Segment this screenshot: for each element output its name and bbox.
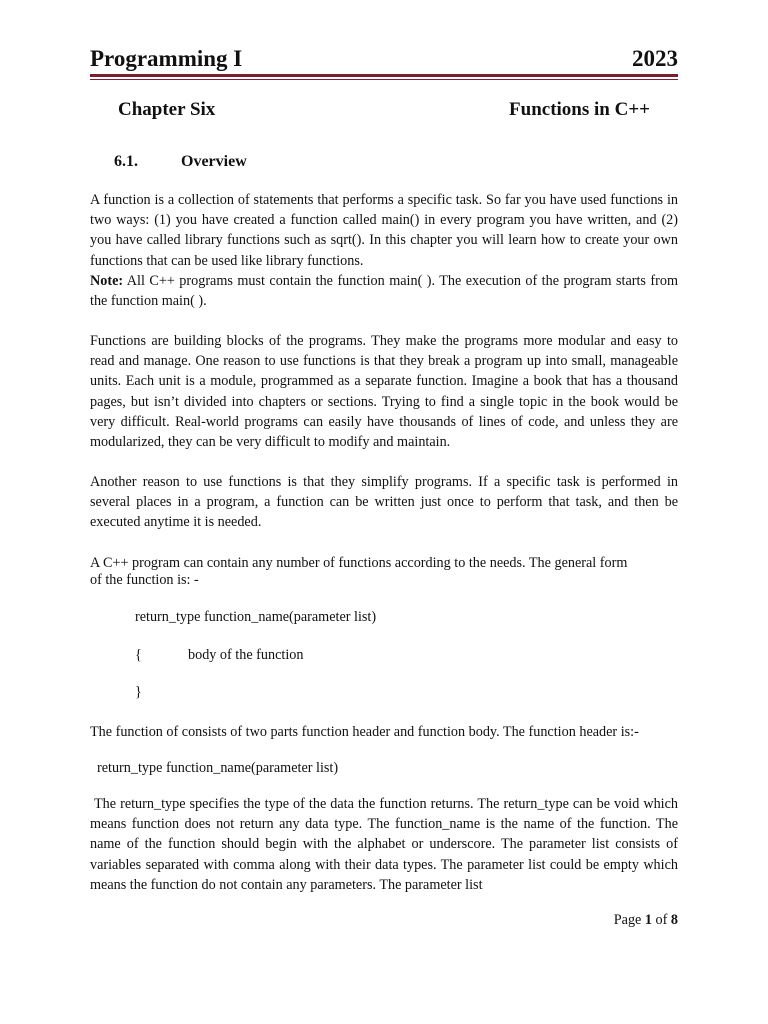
paragraph-return-type: The return_type specifies the type of the data the function returns. The return_type can be void which means function does not return any data type. The function_name is the name of the function. The name of the function should begin with the alphabet or underscore. The parameter list consists of variables separated with comma along with their data types. The parameter list could be empty which means the function do not contain any parameters. The parameter list: [90, 796, 678, 893]
chapter-label: Chapter Six: [118, 99, 216, 120]
note-text: All C++ programs must contain the function main( ). The execution of the program starts from the function main( ).: [90, 273, 678, 310]
paragraph-simplify: Another reason to use functions is that they simplify programs. If a specific task is performed in several places in a program, a function can be written just once to perform that task, and then be executed anytime it is needed.: [90, 474, 678, 531]
paragraph-two-parts: The function of consists of two parts function header and function body. The function header is:-: [90, 724, 639, 740]
page-total: 8: [670, 912, 678, 928]
code-signature: return_type function_name(parameter list): [135, 609, 377, 625]
code-header-signature: return_type function_name(parameter list): [97, 760, 339, 776]
of-label: of: [651, 912, 671, 928]
section-heading: [114, 153, 247, 171]
code-close-brace: }: [135, 684, 142, 700]
course-title: Programming I: [90, 46, 243, 71]
paragraph-general-form-line1: A C++ program can contain any number of functions according to the needs. The general form: [90, 555, 628, 571]
paragraph-note: [90, 271, 678, 311]
page-header: [90, 46, 678, 76]
page-footer: [614, 912, 678, 929]
note-label: Note:: [90, 273, 124, 289]
header-year: 2023: [632, 46, 678, 71]
paragraph-building-blocks: Functions are building blocks of the programs. They make the programs more modular and easy to read and manage. One reason to use functions is that they break a program up into small, manageable units. Each unit is a module, programmed as a separate function. Imagine a book that has a thousand pages, but isn’t divided into chapters or sections. Trying to find a single topic in the book would be very difficult. Real-world programs can easily have thousands of lines of code, and unless they are modularized, they can be very difficult to modify and maintain.: [90, 333, 678, 451]
code-open-brace: {: [135, 647, 142, 663]
page-number: 1: [644, 912, 652, 928]
paragraph-intro: A function is a collection of statements that performs a specific task. So far you have used functions in two ways: (1) you have created a function called main() in every program you have written, and (2) you have called library functions such as sqrt(). In this chapter you will learn how to create your own functions that can be used like library functions.: [90, 192, 678, 269]
chapter-title: Functions in C++: [509, 99, 650, 120]
paragraph-general-form-line2: of the function is: -: [90, 572, 199, 588]
section-title: Overview: [181, 153, 247, 170]
section-number: 6.1.: [114, 153, 138, 170]
header-rule-thin: [90, 79, 678, 80]
code-body: body of the function: [188, 647, 304, 663]
page-label: Page: [613, 912, 645, 928]
header-rule-thick: [90, 74, 678, 77]
